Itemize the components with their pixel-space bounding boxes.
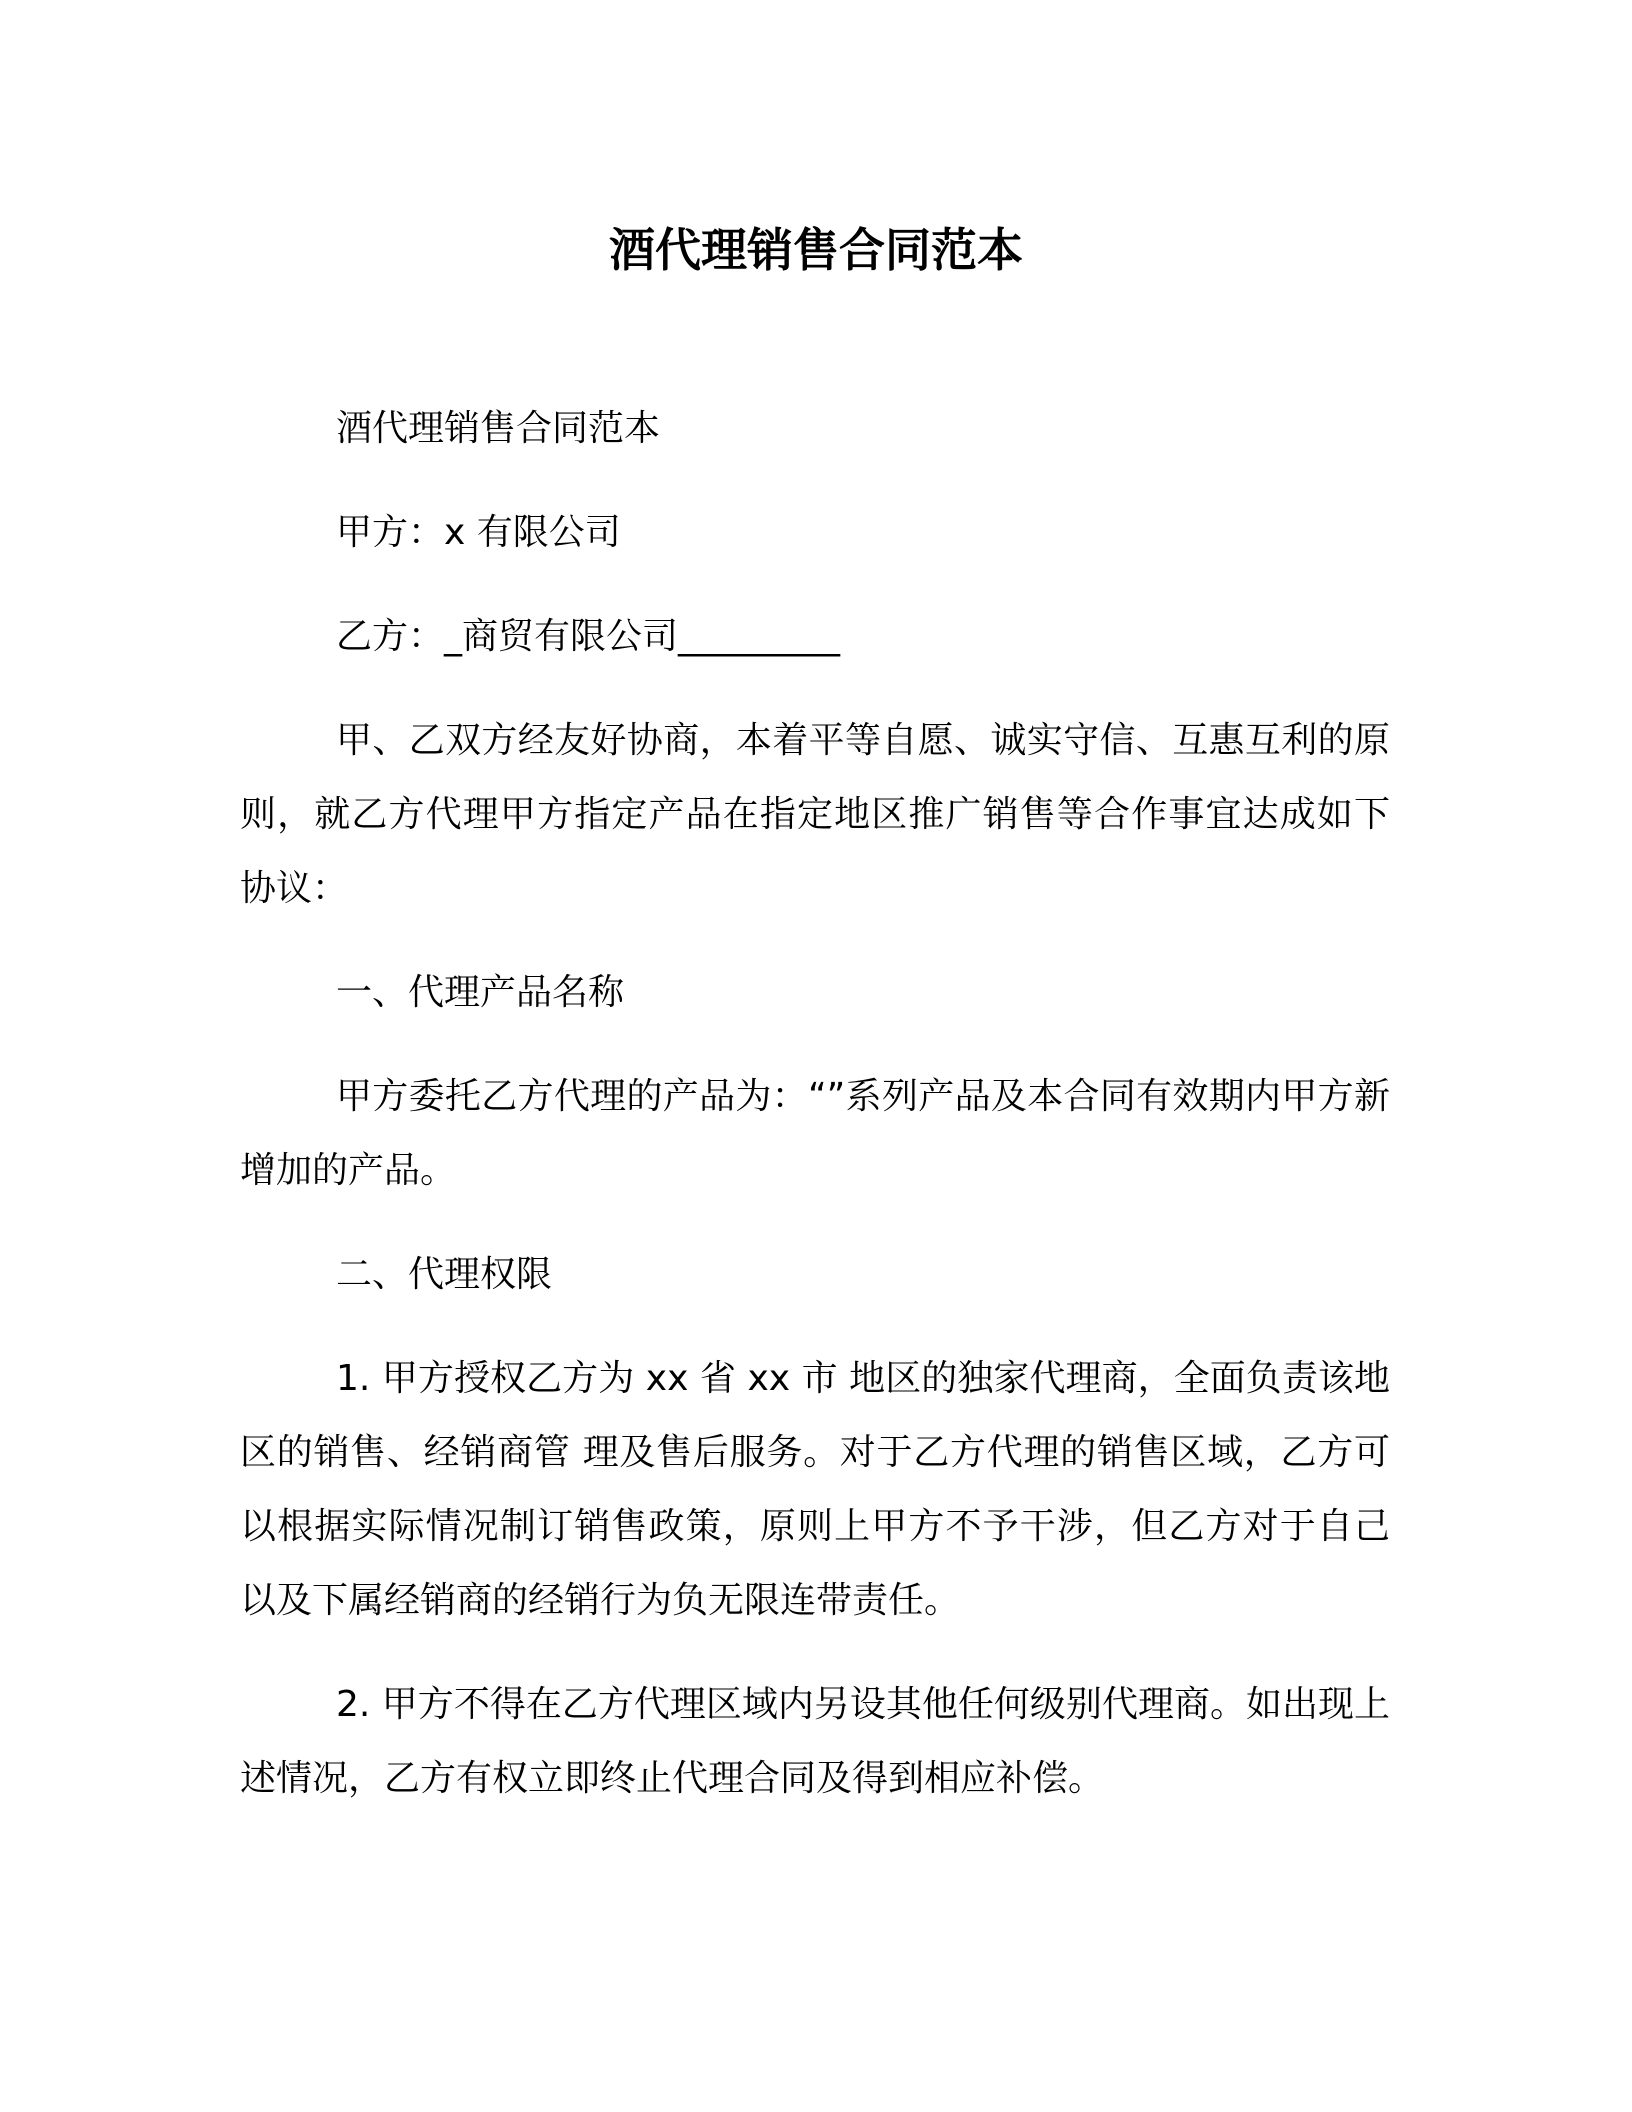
paragraph-heading: 酒代理销售合同范本 bbox=[336, 408, 661, 449]
section-heading-1: 一、代理产品名称 bbox=[336, 972, 625, 1013]
paragraph-clause-2: 2. 甲方不得在乙方代理区域内另设其他任何级别代理商。如出现上述情况，乙方有权立即终止代理合同及得到相应补偿。 bbox=[240, 1684, 1390, 1799]
document-body bbox=[240, 392, 1390, 1846]
section-heading-2: 二、代理权限 bbox=[336, 1254, 553, 1295]
paragraph-preamble: 甲、乙双方经友好协商，本着平等自愿、诚实守信、互惠互利的原则，就乙方代理甲方指定产品在指定地区推广销售等合作事宜达成如下协议： bbox=[240, 720, 1390, 909]
paragraph-product: 甲方委托乙方代理的产品为：“”系列产品及本合同有效期内甲方新增加的产品。 bbox=[240, 1076, 1390, 1191]
paragraph-party-a: 甲方：x 有限公司 bbox=[336, 512, 621, 553]
paragraph-party-b: 乙方：_商贸有限公司_________ bbox=[336, 616, 841, 657]
paragraph-clause-1: 1. 甲方授权乙方为 xx 省 xx 市 地区的独家代理商，全面负责该地区的销售、经销商管 理及售后服务。对于乙方代理的销售区域，乙方可以根据实际情况制订销售政策，原则上甲方不予干涉，但乙方对于自己以及下属经销商的经销行为负无限连带责任。 bbox=[240, 1358, 1390, 1621]
document-title: 酒代理销售合同范本 bbox=[609, 223, 1023, 277]
